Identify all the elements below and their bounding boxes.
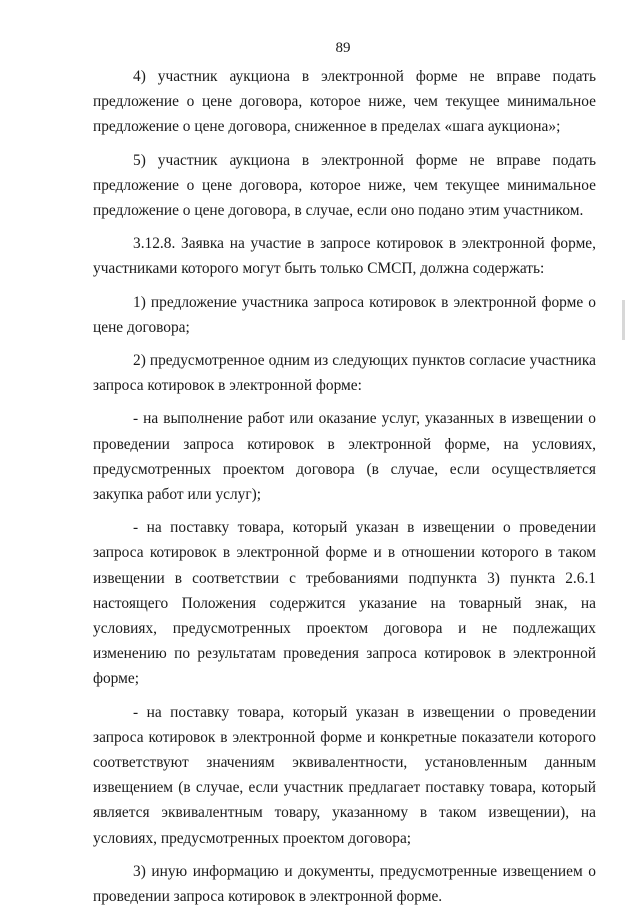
document-body bbox=[93, 64, 596, 917]
paragraph-dash-trademark: - на поставку товара, который указан в извещении о проведении запроса котировок в электронной форме и в отношении которого в таком извещении в соответствии с требованиями подпункта 3) пункта 2.6.1 настоящего Положения содержится указание на товарный знак, на условиях, предусмотренных проектом договора и не подлежащих изменению по результатам проведения запроса котировок в электронной форме; bbox=[93, 519, 596, 688]
page-number: 89 bbox=[335, 40, 351, 56]
paragraph-dash-equivalent: - на поставку товара, который указан в извещении о проведении запроса котировок в электронной форме и конкретные показатели которого соответствуют значениям эквивалентности, установленным данным извещением (в случае, если участник предлагает поставку товара, который является эквивалентным товару, указанному в таком извещении), на условиях, предусмотренных проектом договора; bbox=[93, 703, 596, 847]
paragraph-subitem-1: 1) предложение участника запроса котировок в электронной форме о цене договора; bbox=[93, 293, 596, 336]
paragraph-item-4: 4) участник аукциона в электронной форме не вправе подать предложение о цене договора, которое ниже, чем текущее минимальное предложение о цене договора, сниженное в пределах «шага аукциона»; bbox=[93, 68, 596, 136]
scan-artifact bbox=[622, 300, 625, 340]
paragraph-item-5: 5) участник аукциона в электронной форме не вправе подать предложение о цене договора, которое ниже, чем текущее минимальное предложение о цене договора, в случае, если оно подано этим участником. bbox=[93, 151, 596, 220]
paragraph-section-3-12-8: 3.12.8. Заявка на участие в запросе котировок в электронной форме, участниками которого могут быть только СМСП, должна содержать: bbox=[93, 235, 596, 278]
paragraph-dash-works-services: - на выполнение работ или оказание услуг, указанных в извещении о проведении запроса котировок в электронной форме, на условиях, предусмотренных проектом договора (в случае, если осуществляется закупка работ или услуг); bbox=[93, 410, 596, 504]
paragraph-subitem-2: 2) предусмотренное одним из следующих пунктов согласие участника запроса котировок в электронной форме: bbox=[93, 352, 596, 395]
paragraph-subitem-3: 3) иную информацию и документы, предусмотренные извещением о проведении запроса котировок в электронной форме. bbox=[93, 862, 596, 906]
